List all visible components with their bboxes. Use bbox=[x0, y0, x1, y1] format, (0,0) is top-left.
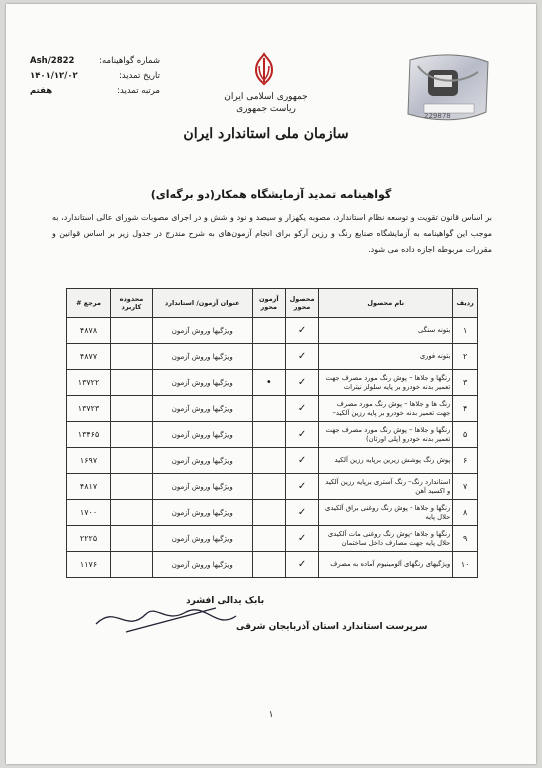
row-product-check: ✓ bbox=[285, 526, 318, 552]
renewal-rank-row bbox=[30, 84, 160, 99]
row-test-title: ویژگیها وروش آزمون bbox=[152, 396, 252, 422]
row-test-check bbox=[252, 552, 285, 578]
row-reference: ۴۸۱۷ bbox=[67, 474, 111, 500]
certificate-meta bbox=[30, 54, 160, 99]
row-test-title: ویژگیها وروش آزمون bbox=[152, 500, 252, 526]
row-product-check: ✓ bbox=[285, 318, 318, 344]
row-product-name: رنگها و جلاها -پوش رنگ روغنی مات آلکیدی حلال پایه جهت مصارف داخل ساختمان bbox=[319, 526, 453, 552]
table-row bbox=[67, 422, 478, 448]
table-row bbox=[67, 396, 478, 422]
row-index: ۳ bbox=[453, 370, 478, 396]
row-test-check: • bbox=[252, 370, 285, 396]
row-scope bbox=[111, 500, 153, 526]
row-reference: ۴۸۷۷ bbox=[67, 344, 111, 370]
header-presidency: ریاست جمهوری bbox=[236, 104, 296, 114]
cert-number-value: Ash/2822 bbox=[30, 56, 75, 66]
renewal-rank-value: هفتم bbox=[30, 86, 53, 96]
row-reference: ۱۳۷۲۳ bbox=[67, 396, 111, 422]
row-test-check bbox=[252, 422, 285, 448]
row-test-title: ویژگیها وروش آزمون bbox=[152, 474, 252, 500]
table-row bbox=[67, 448, 478, 474]
col-reference: مرجع # bbox=[67, 289, 111, 318]
row-product-name: رنگها و جلاها – پوش رنگ مورد مصرف جهت تعمیر بدنه خودرو بر پایه سلولز نیترات bbox=[319, 370, 453, 396]
row-test-title: ویژگیها وروش آزمون bbox=[152, 422, 252, 448]
hologram-serial: 229878 bbox=[424, 112, 451, 120]
row-scope bbox=[111, 526, 153, 552]
row-index: ۱۰ bbox=[453, 552, 478, 578]
table-row bbox=[67, 474, 478, 500]
table-row bbox=[67, 500, 478, 526]
row-scope bbox=[111, 370, 153, 396]
row-test-check bbox=[252, 474, 285, 500]
header-organization: سازمان ملی استاندارد ایران bbox=[183, 126, 349, 142]
col-test-based: آزمون محور bbox=[252, 289, 285, 318]
col-product-name: نام محصول bbox=[319, 289, 453, 318]
row-index: ۵ bbox=[453, 422, 478, 448]
row-test-check bbox=[252, 396, 285, 422]
row-test-title: ویژگیها وروش آزمون bbox=[152, 552, 252, 578]
col-test-title: عنوان آزمون/ استاندارد bbox=[152, 289, 252, 318]
table-row bbox=[67, 318, 478, 344]
row-test-check bbox=[252, 448, 285, 474]
row-index: ۸ bbox=[453, 500, 478, 526]
row-reference: ۱۶۹۷ bbox=[67, 448, 111, 474]
cert-number-row bbox=[30, 54, 160, 69]
row-scope bbox=[111, 396, 153, 422]
row-product-name: رنگ ها و جلاها – پوش رنگ مورد مصرف جهت تعمیر بدنه خودرو بر پایه رزین آلکید– bbox=[319, 396, 453, 422]
row-index: ۱ bbox=[453, 318, 478, 344]
row-scope bbox=[111, 552, 153, 578]
row-test-check bbox=[252, 526, 285, 552]
row-product-check: ✓ bbox=[285, 500, 318, 526]
row-test-check bbox=[252, 318, 285, 344]
certificate-title: گواهینامه تمدید آزمایشگاه همکار(دو برگه‌ای) bbox=[150, 188, 392, 201]
row-reference: ۲۲۲۵ bbox=[67, 526, 111, 552]
row-scope bbox=[111, 318, 153, 344]
row-index: ۶ bbox=[453, 448, 478, 474]
tests-table bbox=[66, 288, 478, 578]
row-product-name: رنگها و جلاها – پوش رنگ مورد مصرف جهت تعمیر بدنه خودرو (پلی اورتان) bbox=[319, 422, 453, 448]
row-product-check: ✓ bbox=[285, 552, 318, 578]
row-scope bbox=[111, 344, 153, 370]
row-scope bbox=[111, 474, 153, 500]
row-test-check bbox=[252, 344, 285, 370]
header-republic: جمهوری اسلامی ایران bbox=[224, 92, 308, 102]
row-product-name: بتونه فوری bbox=[319, 344, 453, 370]
row-scope bbox=[111, 448, 153, 474]
page-number: ۱ bbox=[268, 710, 274, 720]
signatory-role: سرپرست استاندارد استان آذربایجان شرقی bbox=[236, 622, 428, 632]
row-reference: ۱۱۷۶ bbox=[67, 552, 111, 578]
col-product-based: محصول محور bbox=[285, 289, 318, 318]
table-row bbox=[67, 526, 478, 552]
signatory-name: بابک یدالی افشرد bbox=[186, 596, 265, 606]
renewal-date-value: ۱۴۰۱/۱۲/۰۲ bbox=[30, 71, 78, 81]
row-product-check: ✓ bbox=[285, 474, 318, 500]
row-reference: ۱۳۷۲۲ bbox=[67, 370, 111, 396]
certificate-page bbox=[6, 4, 536, 764]
row-reference: ۴۸۷۸ bbox=[67, 318, 111, 344]
row-product-name: رنگها و جلاها - پوش رنگ روغنی براق آلکیدی حلال پایه bbox=[319, 500, 453, 526]
row-test-title: ویژگیها وروش آزمون bbox=[152, 344, 252, 370]
row-scope bbox=[111, 422, 153, 448]
table-row bbox=[67, 344, 478, 370]
row-test-title: ویژگیها وروش آزمون bbox=[152, 370, 252, 396]
row-product-check: ✓ bbox=[285, 396, 318, 422]
row-test-title: ویژگیها وروش آزمون bbox=[152, 526, 252, 552]
row-test-check bbox=[252, 500, 285, 526]
row-product-name: پوش رنگ پوشش زیرین برپایه رزین آلکید bbox=[319, 448, 453, 474]
row-product-name: استاندارد رنگ– رنگ آستری برپایه رزین آلکید و اکسید آهن bbox=[319, 474, 453, 500]
cert-number-label: شماره گواهینامه: bbox=[99, 56, 160, 66]
row-index: ۹ bbox=[453, 526, 478, 552]
row-product-check: ✓ bbox=[285, 448, 318, 474]
col-scope: محدوده کاربرد bbox=[111, 289, 153, 318]
row-index: ۴ bbox=[453, 396, 478, 422]
row-test-title: ویژگیها وروش آزمون bbox=[152, 318, 252, 344]
row-reference: ۱۷۰۰ bbox=[67, 500, 111, 526]
row-index: ۲ bbox=[453, 344, 478, 370]
table-row bbox=[67, 552, 478, 578]
col-row-number: ردیف bbox=[453, 289, 478, 318]
table-row bbox=[67, 370, 478, 396]
renewal-date-row bbox=[30, 69, 160, 84]
row-reference: ۱۳۴۶۵ bbox=[67, 422, 111, 448]
row-product-check: ✓ bbox=[285, 370, 318, 396]
row-product-name: بتونه سنگی bbox=[319, 318, 453, 344]
certificate-intro: بر اساس قانون تقویت و توسعه نظام استاندارد، مصوبه یکهزار و سیصد و نود و شش و در اجرای مصوبات شورای عالی استاندارد، به موجب این گواهینامه به آزمایشگاه صنایع رنگ و رزین آرکو برای انجام آزمون‌های به شرح مندرج در جدول زیر بر اساس قوانین و مقررات مربوطه اجازه داده می شود. bbox=[52, 213, 492, 254]
renewal-date-label: تاریخ تمدید: bbox=[118, 71, 160, 81]
table-header-row bbox=[67, 289, 478, 318]
row-product-check: ✓ bbox=[285, 344, 318, 370]
row-index: ۷ bbox=[453, 474, 478, 500]
row-product-check: ✓ bbox=[285, 422, 318, 448]
renewal-rank-label: مرتبه تمدید: bbox=[117, 86, 160, 96]
row-product-name: ویژگیهای رنگهای آلومینیوم آماده به مصرف bbox=[319, 552, 453, 578]
iran-emblem-icon bbox=[250, 52, 278, 86]
row-test-title: ویژگیها وروش آزمون bbox=[152, 448, 252, 474]
